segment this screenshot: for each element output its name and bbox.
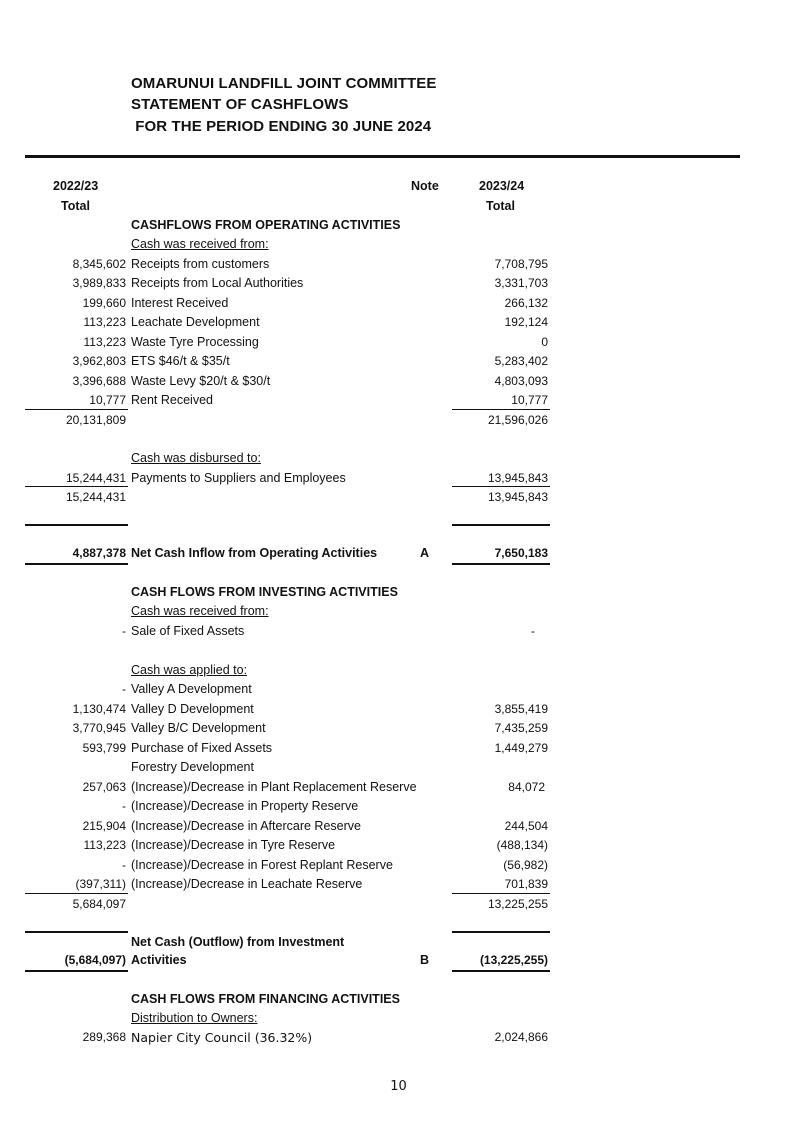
net-bottom-rule-prev <box>25 970 128 972</box>
row-label: ETS $46/t & $35/t <box>131 354 230 368</box>
row-label: Interest Received <box>131 296 229 310</box>
cur-value: 192,124 <box>504 315 548 329</box>
cur-value: 266,132 <box>504 296 548 310</box>
row-label: Napier City Council (36.32%) <box>131 1030 313 1045</box>
cur-value: 13,945,843 <box>487 471 548 485</box>
subtotal-rule-prev <box>25 409 128 410</box>
row-label: Sale of Fixed Assets <box>131 624 245 638</box>
prev-value: 1,130,474 <box>72 702 126 716</box>
prev-value: 10,777 <box>89 393 126 407</box>
financing-heading: CASH FLOWS FROM FINANCING ACTIVITIES <box>131 992 400 1006</box>
prev-subtotal: 5,684,097 <box>72 897 126 911</box>
prev-subtotal: 20,131,809 <box>65 413 126 427</box>
row-label: Receipts from customers <box>131 257 270 271</box>
prev-value: 3,396,688 <box>72 374 126 388</box>
net-top-rule-cur <box>452 524 550 526</box>
row-label: (Increase)/Decrease in Forest Replant Reserve <box>131 858 393 872</box>
prev-value: 593,799 <box>82 741 126 755</box>
investing-applied-label: Cash was applied to: <box>131 663 248 677</box>
net-bottom-rule-cur <box>452 970 550 972</box>
table-row <box>0 374 797 393</box>
table-row <box>0 799 797 818</box>
col-header-prev-year: 2022/23 <box>53 179 99 193</box>
table-row <box>0 276 797 295</box>
subtotal-rule-prev <box>25 893 128 894</box>
prev-value: 215,904 <box>82 819 126 833</box>
prev-value: 257,063 <box>82 780 126 794</box>
prev-net-operating: 4,887,378 <box>72 546 126 560</box>
row-label: Valley A Development <box>131 682 252 696</box>
row-label: Valley D Development <box>131 702 254 716</box>
investing-heading: CASH FLOWS FROM INVESTING ACTIVITIES <box>131 585 398 599</box>
row-label: Valley B/C Development <box>131 721 266 735</box>
col-header-cur-year: 2023/24 <box>479 179 525 193</box>
operating-disbursed-label-row <box>0 451 797 470</box>
prev-value: 113,223 <box>83 315 126 329</box>
subtotal-row <box>0 490 797 509</box>
table-row <box>0 315 797 334</box>
financing-label: Distribution to Owners: <box>131 1011 258 1025</box>
net-bottom-rule-prev <box>25 563 128 565</box>
prev-net-investing: (5,684,097) <box>64 953 126 967</box>
table-row <box>0 682 797 701</box>
prev-value: 289,368 <box>82 1030 126 1044</box>
financing-heading-row <box>0 992 797 1011</box>
net-investing-label-line1: Net Cash (Outflow) from Investment <box>131 935 345 949</box>
table-row <box>0 760 797 779</box>
prev-value: 113,223 <box>83 838 126 852</box>
cur-value: 2,024,866 <box>494 1030 548 1044</box>
col-header-note: Note <box>411 179 439 193</box>
net-top-rule-prev <box>25 524 128 526</box>
table-row <box>0 819 797 838</box>
prev-value: 15,244,431 <box>65 471 126 485</box>
row-label: (Increase)/Decrease in Leachate Reserve <box>131 877 363 891</box>
cur-value: 5,283,402 <box>494 354 548 368</box>
prev-value: 199,660 <box>82 296 126 310</box>
operating-heading: CASHFLOWS FROM OPERATING ACTIVITIES <box>131 218 401 232</box>
subtotal-row <box>0 413 797 432</box>
row-label: Waste Tyre Processing <box>131 335 259 349</box>
prev-value: - <box>122 858 126 872</box>
cur-value: 7,435,259 <box>494 721 548 735</box>
investing-applied-label-row <box>0 663 797 682</box>
row-label: Forestry Development <box>131 760 254 774</box>
table-row <box>0 296 797 315</box>
page-number: 10 <box>390 1079 407 1094</box>
operating-received-label-row <box>0 237 797 256</box>
investing-received-label: Cash was received from: <box>131 604 269 618</box>
subtotal-rule-cur <box>452 893 550 894</box>
row-label: (Increase)/Decrease in Plant Replacement Reserve <box>131 780 417 794</box>
row-label: Payments to Suppliers and Employees <box>131 471 346 485</box>
table-row <box>0 702 797 721</box>
row-label: (Increase)/Decrease in Aftercare Reserve <box>131 819 361 833</box>
table-row <box>0 858 797 877</box>
prev-value: - <box>122 682 126 696</box>
cur-value: 3,331,703 <box>494 276 548 290</box>
net-investing-label-line2: Activities <box>131 953 187 967</box>
cur-value: 1,449,279 <box>494 741 548 755</box>
subtotal-rule-cur <box>452 409 550 410</box>
cur-value: 4,803,093 <box>494 374 548 388</box>
cur-value: (56,982) <box>503 858 548 872</box>
net-top-rule-prev <box>25 931 128 933</box>
note-ref: B <box>420 953 430 967</box>
cur-net-investing: (13,225,255) <box>479 953 548 967</box>
prev-value: 3,989,833 <box>72 276 126 290</box>
prev-value: (397,311) <box>75 877 126 891</box>
investing-heading-row <box>0 585 797 604</box>
cur-value: (488,134) <box>496 838 548 852</box>
table-row <box>0 838 797 857</box>
operating-received-label: Cash was received from: <box>131 237 269 251</box>
financing-label-row <box>0 1011 797 1030</box>
table-row <box>0 335 797 354</box>
cur-value: 244,504 <box>504 819 548 833</box>
prev-value: 113,223 <box>83 335 126 349</box>
table-row <box>0 624 797 643</box>
cur-net-operating: 7,650,183 <box>494 546 548 560</box>
prev-subtotal: 15,244,431 <box>65 490 126 504</box>
row-label: Leachate Development <box>131 315 260 329</box>
prev-value: 3,770,945 <box>72 721 126 735</box>
row-label: Receipts from Local Authorities <box>131 276 304 290</box>
cur-value: - <box>531 624 535 638</box>
table-row <box>0 721 797 740</box>
period-title: FOR THE PERIOD ENDING 30 JUNE 2024 <box>131 118 432 135</box>
row-label: Waste Levy $20/t & $30/t <box>131 374 271 388</box>
cur-value: 7,708,795 <box>494 257 548 271</box>
statement-title: STATEMENT OF CASHFLOWS <box>131 96 349 113</box>
prev-value: - <box>122 624 126 638</box>
col-header-prev-total: Total <box>61 199 90 213</box>
row-label: (Increase)/Decrease in Property Reserve <box>131 799 359 813</box>
title-rule <box>25 155 740 158</box>
cur-value: 0 <box>541 335 548 349</box>
cur-value: 701,839 <box>504 877 548 891</box>
net-bottom-rule-cur <box>452 563 550 565</box>
net-top-rule-cur <box>452 931 550 933</box>
table-row <box>0 780 797 799</box>
cur-value: 10,777 <box>511 393 548 407</box>
note-ref: A <box>420 546 430 560</box>
table-row <box>0 1030 797 1049</box>
prev-value: - <box>122 799 126 813</box>
document-title: OMARUNUI LANDFILL JOINT COMMITTEE <box>131 75 437 92</box>
table-row <box>0 741 797 760</box>
row-label: Rent Received <box>131 393 213 407</box>
table-row <box>0 354 797 373</box>
net-investing-label-row <box>0 935 797 954</box>
cur-value: 84,072 <box>508 780 545 794</box>
subtotal-row <box>0 897 797 916</box>
cur-subtotal: 13,225,255 <box>487 897 548 911</box>
row-label: Purchase of Fixed Assets <box>131 741 273 755</box>
cur-subtotal: 13,945,843 <box>487 490 548 504</box>
subtotal-rule-cur <box>452 486 550 487</box>
cur-subtotal: 21,596,026 <box>487 413 548 427</box>
table-row <box>0 257 797 276</box>
col-header-cur-total: Total <box>486 199 515 213</box>
cur-value: 3,855,419 <box>494 702 548 716</box>
prev-value: 8,345,602 <box>72 257 126 271</box>
row-label: (Increase)/Decrease in Tyre Reserve <box>131 838 336 852</box>
prev-value: 3,962,803 <box>72 354 126 368</box>
subtotal-rule-prev <box>25 486 128 487</box>
net-operating-label: Net Cash Inflow from Operating Activities <box>131 546 378 560</box>
investing-received-label-row <box>0 604 797 623</box>
operating-disbursed-label: Cash was disbursed to: <box>131 451 261 465</box>
operating-heading-row <box>0 218 797 237</box>
